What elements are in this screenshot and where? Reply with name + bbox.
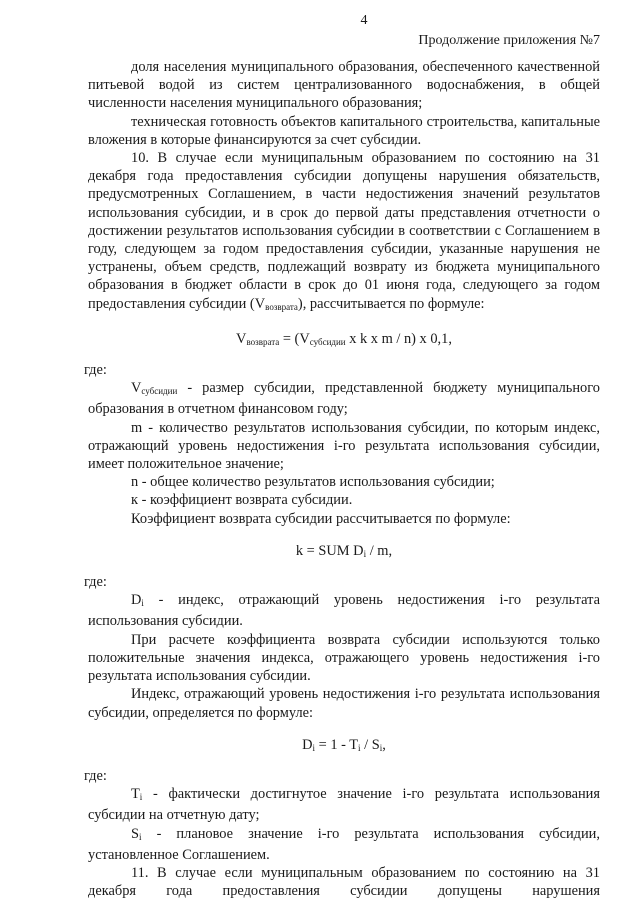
- definition-m: m - количество результатов использования субсидии, по которым индекс, отражающий уровень недостижения i-го результата использования субсидии, имеет положительное значение;: [88, 419, 600, 473]
- clause-10-end: ), рассчитывается по формуле:: [297, 295, 485, 312]
- definition-d: [88, 591, 600, 630]
- def-v-var: V: [131, 380, 142, 397]
- def-t-text: - фактически достигнутое значение i-го результата использования субсидии на отчетную дату;: [88, 786, 600, 824]
- paragraph-index-formula-intro: Индекс, отражающий уровень недостижения i-го результата использования субсидии, определяется по формуле:: [88, 686, 600, 721]
- formula-d: [88, 736, 600, 757]
- clause-10-text: 10. В случае если муниципальным образованием по состоянию на 31 декабря года предоставления субсидии допущены нарушения обязательств, предусмотренных Соглашением, в части недостижения значений результатов использования субсидии, и в срок до первой даты представления отчетности о достижении результатов использования субсидии в соответствии с Соглашением в году, следующем за годом предоставления субсидии, указанные нарушения не устранены, объем средств, подлежащий возврату из бюджета муниципального образования в бюджет области в срок до 01 июня года, следующего за годом предоставления субсидии (V: [88, 150, 600, 312]
- k-formula-intro: Коэффициент возврата субсидии рассчитывается по формуле:: [131, 510, 511, 527]
- def-v-subscript: субсидии: [141, 386, 178, 397]
- formula-rest: x k x m / n) x 0,1,: [345, 330, 452, 347]
- where-label-2: где:: [84, 574, 107, 591]
- def-s-var: S: [131, 825, 140, 842]
- paragraph-construction-readiness: техническая готовность объектов капитального строительства, капитальные вложения в которые финансируются за счет субсидии.: [88, 113, 600, 148]
- formula-k-post: / m,: [366, 542, 393, 559]
- formula-k-pre: k = SUM D: [295, 542, 364, 559]
- formula-d-var: D: [302, 736, 313, 753]
- def-d-text: - индекс, отражающий уровень недостижения i-го результата использования субсидии.: [88, 592, 600, 630]
- formula-subsidy-subscript: субсидии: [309, 336, 346, 347]
- formula-d-mid: = 1 - T: [315, 736, 359, 753]
- formula-t-subscript: i: [358, 742, 361, 753]
- paragraph-positive-values: При расчете коэффициента возврата субсидии используются только положительные значения индекса, отражающего уровень недостижения i-го результата использования субсидии.: [88, 631, 600, 685]
- appendix-caption: Продолжение приложения №7: [418, 33, 600, 48]
- paragraph-clause-11: 11. В случае если муниципальным образованием по состоянию на 31 декабря года предоставления субсидии допущены нарушения: [88, 864, 600, 900]
- def-d-subscript: i: [141, 598, 144, 609]
- definition-k: к - коэффициент возврата субсидии.: [131, 492, 353, 509]
- where-label-1: где:: [84, 362, 107, 379]
- def-d-var: D: [131, 592, 142, 609]
- definition-v-subsidy: [88, 379, 600, 418]
- definition-n: n - общее количество результатов использования субсидии;: [131, 474, 495, 491]
- paragraph-water-share: доля населения муниципального образования, обеспеченного качественной питьевой водой из систем централизованного водоснабжения, в общей численности населения муниципального образования;: [88, 59, 600, 112]
- formula-v-subscript: возврата: [246, 336, 280, 347]
- formula-d-mid2: / S: [360, 736, 380, 753]
- formula-refund-volume: [88, 330, 600, 351]
- paragraph-clause-10: [88, 149, 600, 316]
- where-label-3: где:: [84, 767, 107, 784]
- clause-10-subscript: возврата: [265, 301, 298, 312]
- formula-eq: = (V: [279, 330, 310, 347]
- definition-s: [88, 825, 600, 864]
- formula-v: V: [236, 330, 247, 347]
- definition-t: [88, 785, 600, 824]
- formula-s-subscript: i: [379, 742, 383, 753]
- formula-d-subscript: i: [312, 742, 316, 753]
- formula-k: [88, 542, 600, 563]
- page-number: 4: [360, 13, 368, 28]
- def-t-var: T: [131, 786, 140, 803]
- formula-k-subscript: i: [363, 548, 367, 559]
- def-t-subscript: i: [139, 792, 143, 803]
- def-s-subscript: i: [139, 831, 142, 842]
- def-s-text: - плановое значение i-го результата использования субсидии, установленное Соглашением.: [88, 825, 600, 863]
- formula-d-end: ,: [382, 736, 386, 753]
- def-v-text: - размер субсидии, представленной бюджету муниципального образования в отчетном финансовом году;: [88, 380, 600, 418]
